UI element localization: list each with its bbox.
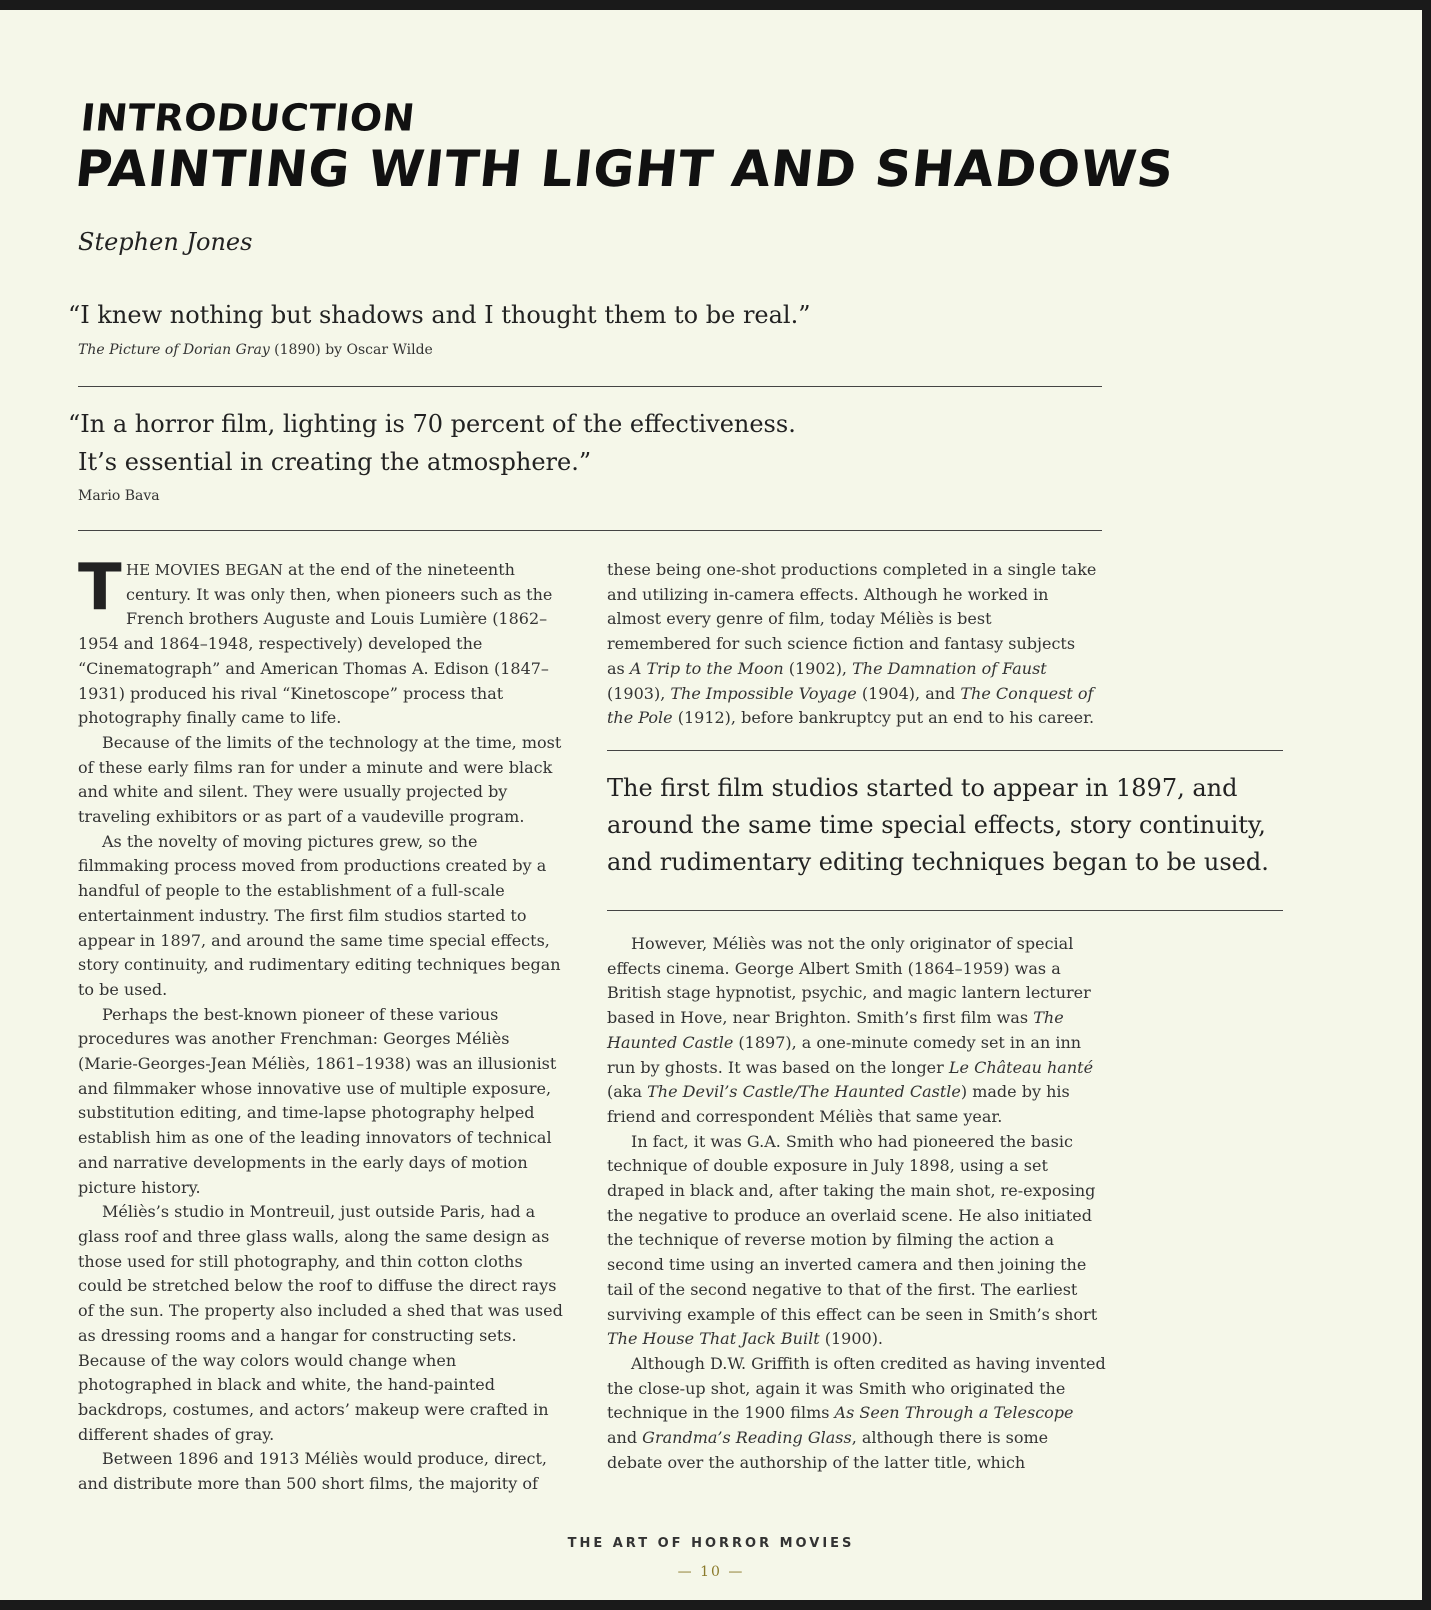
paragraph: Between 1896 and 1913 Méliès would produce, direct, and distribute more than 500 short films, the majority of — [78, 1449, 548, 1494]
paragraph-text: (1912), before bankruptcy put an end to his career. — [672, 708, 1095, 728]
epigraph-quote-2-line-1: “In a horror film, lighting is 70 percent of the effectiveness. — [68, 410, 796, 438]
film-title: As Seen Through a Telescope — [834, 1403, 1074, 1423]
source-detail: (1890) by Oscar Wilde — [269, 342, 433, 358]
pull-quote: The first film studios started to appear in 1897, and around the same time special effects, story continuity, and rudimentary editing techniques began to be used. — [607, 774, 1269, 876]
film-title: Grandma’s Reading Glass — [642, 1428, 852, 1448]
paragraph-text: (1900). — [819, 1329, 884, 1349]
chapter-title: PAINTING WITH LIGHT AND SHADOWS — [72, 140, 1178, 198]
epigraph-quote-2-line-2: It’s essential in creating the atmosphere.” — [78, 448, 592, 476]
paragraph — [607, 932, 1107, 1130]
paragraph: Perhaps the best-known pioneer of these various procedures was another Frenchman: Georges Méliès (Marie-Georges-Jean Méliès, 1861–1938) was an illusionist and filmmaker whose innovative use of multiple exposure, substitution editing, and time-lapse photography helped establish him as one of the leading innovators of technical and narrative developments in the early days of motion picture history. — [78, 1004, 557, 1197]
film-title: The Devil’s Castle/The Haunted Castle — [647, 1082, 961, 1102]
paragraph-text: and — [607, 1428, 643, 1448]
paragraph-text: In fact, it was G.A. Smith who had pioneered the basic technique of double exposure in July 1898, using a set draped in black and, after taking the main shot, re-exposing the negative to produce an overlaid scene. He also initiated the technique of reverse motion by filming the action a second time using an inverted camera and then joining the tail of the second negative to that of the first. The earliest surviving example of this effect can be seen in Smith’s short — [607, 1131, 1098, 1324]
paragraph: Méliès’s studio in Montreuil, just outside Paris, had a glass roof and three glass walls, along the same design as those used for still photography, and thin cotton cloths could be stretched below the roof to diffuse the direct rays of the sun. The property also included a shed that was used as dressing rooms and a hangar for constructing sets. Because of the way colors would change when photographed in black and white, the hand-painted backdrops, costumes, and actors’ makeup were crafted in different shades of gray. — [78, 1202, 563, 1444]
film-title: The Conquest of the Pole — [607, 683, 1094, 728]
page-number: — 10 — — [677, 1564, 745, 1580]
chapter-label: INTRODUCTION — [78, 96, 418, 140]
paragraph-text: (1904), and — [856, 683, 961, 703]
divider — [78, 530, 1102, 531]
drop-cap: T — [78, 551, 122, 625]
divider — [78, 386, 1102, 387]
author-name: Stephen Jones — [78, 228, 253, 256]
source-title: The Picture of Dorian Gray — [78, 342, 270, 358]
paragraph-text: , although there is some debate over the authorship of the latter title, which — [607, 1428, 1049, 1472]
running-footer: THE ART OF HORROR MOVIES — [567, 1536, 855, 1551]
divider — [607, 910, 1283, 911]
paragraph-text: these being one-shot productions completed in a single take and utilizing in-camera effects. Although he worked in almost every genre of film, today Méliès is best remembered for such science fiction and fantasy subjects as — [607, 560, 1097, 678]
epigraph-source-2: Mario Bava — [78, 488, 160, 504]
divider — [607, 750, 1283, 751]
paragraph: Because of the limits of the technology at the time, most of these early films ran for under a minute and were black and white and silent. They were usually projected by traveling exhibitors or as part of a vaudeville program. — [78, 732, 562, 827]
paragraph-text: Although D.W. Griffith is often credited as having invented the close-up shot, again it was Smith who originated the technique in the 1900 films — [607, 1353, 1106, 1423]
epigraph-quote-2 — [68, 405, 796, 481]
paragraph-text: (aka — [607, 1082, 648, 1102]
chapter-heading — [73, 96, 1182, 198]
right-column — [607, 558, 1097, 731]
paragraph — [607, 1352, 1107, 1476]
paragraph-text: (1897), a one-minute comedy set in an inn run by ghosts. It was based on the longer — [607, 1032, 1082, 1077]
paragraph — [607, 1130, 1107, 1352]
paragraph-text: However, Méliès was not the only originator of special effects cinema. George Albert Smith (1864–1959) was a British stage hypnotist, psychic, and magic lantern lecturer based in Hove, near Brighton. Smith’s first film was — [607, 934, 1091, 1028]
film-title: Le Château hanté — [948, 1057, 1094, 1077]
film-title: The Damnation of Faust — [852, 658, 1047, 678]
paragraph-text: at the end of the nineteenth century. It was only then, when pioneers such as the French brothers Auguste and Louis Lumière (1862–1954 and 1864–1948, respectively) developed the “Cinematograph” and American Thomas A. Edison (1847–1931) produced his rival “Kinetoscope” process that photography finally came to life. — [78, 560, 553, 728]
film-title: A Trip to the Moon — [629, 658, 784, 678]
book-page — [0, 10, 1422, 1600]
lead-in: HE MOVIES BEGAN — [126, 561, 283, 579]
paragraph-text: ) made by his friend and correspondent Méliès that same year. — [607, 1082, 1070, 1126]
film-title: The Impossible Voyage — [670, 683, 857, 703]
paragraph-text: (1902), — [783, 658, 853, 678]
paragraph — [607, 558, 1097, 731]
right-column-lower — [607, 932, 1107, 1475]
epigraph-quote-1: “I knew nothing but shadows and I thought them to be real.” — [68, 301, 811, 329]
film-title: The Haunted Castle — [607, 1008, 1064, 1052]
paragraph-text: (1903), — [607, 683, 671, 703]
epigraph-source-1 — [78, 342, 433, 358]
paragraph: As the novelty of moving pictures grew, so the filmmaking process moved from productions created by a handful of people to the establishment of a full-scale entertainment industry. The first film studios started to appear in 1897, and around the same time special effects, story continuity, and rudimentary editing techniques began to be used. — [78, 831, 561, 999]
paragraph — [78, 551, 568, 731]
left-column — [78, 551, 568, 1497]
film-title: The House That Jack Built — [607, 1329, 820, 1349]
